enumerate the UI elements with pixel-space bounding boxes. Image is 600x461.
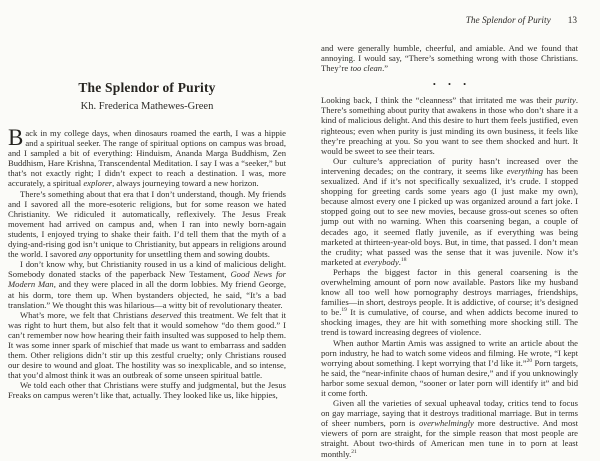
text-run: more destructive. And most viewers of porn are straight, for the simple reason that most people are straight. About two-thirds of American men tune in to porn at least monthly. [321,418,578,459]
emphasis-text: everything [506,165,544,176]
emphasis-text: Good News for Modern Man [8,269,286,290]
text-run: Perhaps the biggest factor in this general coarsening is the overwhelming amount of porn now available. Pastors like my husband know all too well how pornography destroys marriages, friendships, families—in short, destroys people. It is addictive, of course; it’s designed to be. [321,266,578,318]
paragraph [321,95,578,156]
text-run: Given all the varieties of sexual upheaval today, critics tend to focus on gay marriage, saying that it destroys traditional marriage. But in terms of sheer numbers, porn is [321,398,578,429]
paragraph [8,125,286,189]
emphasis-text: purity [555,95,576,106]
author-byline: Kh. Frederica Mathewes-Green [80,101,214,112]
text-run: It is cumulative, of course, and when addicts become inured to shocking images, they are hit with something more shocking still. The trend is toward increasing degrees of violence. [321,307,578,338]
emphasis-text: deserved [150,309,182,320]
footnote-ref: 19 [341,307,347,314]
running-header [321,16,578,26]
footnote-ref: 20 [526,357,533,364]
emphasis-text: explorer [83,178,113,189]
text-run: opportunity for unsettling them and sowing doubts. [91,249,270,260]
right-page-text-bottom [321,95,578,458]
right-page [321,16,578,459]
text-run: There’s something about that era that I don’t understand, though. My friends and I savored all the more-esoteric religions, but for some reason we hated Christianity. We ridiculed it automatically, reflexively. The Jesus Freak movement had arrived on campus and, when I ran into newly born-again students, I enjoyed trying to shake their faith. I’d tell them that the myth of a dying-and-rising god isn’t unique to Christianity, but appears in religions around the world. I savored [8,188,286,260]
text-run: .” [382,63,389,74]
emphasis-text: any [78,249,92,260]
paragraph [321,156,578,267]
text-run: Porn targets, he said, the “near-infinite chaos of human desire,” and if you unknowingly harbor some sexual demon, “sooner or later porn will identify it” and bid it come forth. [321,357,578,398]
section-divider: • • • [432,79,472,90]
left-page-text [8,125,286,401]
text-run: ack in my college days, when dinosaurs roamed the earth, I was a hippie and a spiritual seeker. The range of spiritual options on campus was broad, and I sampled a bit of everything: Hinduism, Ananda Marga Buddhism, Zen Buddhism, Hare Krishna, Transcendental Meditation. I say I was a “seeker,” but that’s not exactly right; I didn’t expect to reach a destination. I was, more accurately, a spiritual [8,128,286,189]
paragraph [8,380,286,400]
text-run: , always journeying toward a new horizon. [112,178,259,189]
page-number: 13 [567,16,577,26]
text-run: has been sexualized. And if it’s not specifically sexualized, it’s crude. I stopped shopping for greeting cards some years ago (I just make my own), because almost every one I picked up was organized around a fart joke. I stopped going out to see new movies, because gross-out scenes so often jump out with no warning. When this coarsening began, a couple of decades ago, it seemed flatly juvenile, as if everything was being marketed at thirteen-year-old boys. But, in time, that passed. I don’t mean the crudity; what passed was the sense that it was juvenile. Now it’s marketed at [321,165,578,267]
text-run: We told each other that Christians were stuffy and judgmental, but the Jesus Freaks on campus weren’t like that, actually. They looked like us, like hippies, [8,380,286,401]
paragraph [8,310,286,381]
text-run: Our culture’s appreciation of purity hasn’t increased over the intervening decades; on the contrary, it seems like [321,155,578,176]
drop-cap: B [8,125,24,150]
text-run: Looking back, I think the “cleanness” that irritated me was their [321,95,556,106]
left-page [8,80,286,401]
text-run: and were generally humble, cheerful, and amiable. And we found that annoying. I would say, “There’s something wrong with those Christians. They’re [321,43,578,74]
emphasis-text: overwhelmingly [418,418,474,429]
emphasis-text: everybody [363,256,399,267]
footnote-ref: 18 [400,256,407,263]
text-run: this treatment. We felt that it was right to hurt them, but also felt that it would somehow “do them good.” I can’t remember now how hearing their faith insulted was supposed to help them. It was some inner spark of mischief that made us want to embarrass and sadden them. Other religions didn’t stir up this zestful cruelty; only Christians roused our desire to wound and gloat. The hostility was so inexplicable, and so intense, that you’d almost think it was an outbreak of some unseen spiritual battle. [8,309,286,381]
text-run: . [398,256,401,267]
chapter-title: The Splendor of Purity [78,80,216,95]
text-run: I don’t know why, but Christianity roused in us a kind of malicious delight. Somebody donated stacks of the paperback New Testament, [8,259,286,280]
text-run: When author Martin Amis was assigned to write an article about the porn industry, he had to watch some videos and filming. He wrote, “I kept worrying about something. I kept worrying that I’d like it.” [321,337,578,368]
paragraph [321,338,578,399]
paragraph [321,267,578,338]
footnote-ref: 21 [351,448,357,455]
paragraph [321,398,578,459]
text-run: . There’s something about purity that awakens in those who don’t share it a kind of malicious delight. And this desire to hurt them feels justified, even righteous; even when purity is just minding its own business, it feels like they’re preaching at you. So you want to see them shocked and hurt. It would be sweet to see their tears. [321,95,578,156]
running-header-title: The Splendor of Purity [465,16,551,26]
right-page-text-top [321,43,578,73]
paragraph [8,259,286,309]
paragraph [321,43,578,73]
text-run: What’s more, we felt that Christians [20,309,151,320]
emphasis-text: too clean [350,63,383,74]
text-run: , and they were placed in all the dorm lobbies. My friend George, at his dorm, tore them up. When bystanders objected, he said, “It’s a bad translation.” We thought this was hilarious—a witty bit of revolutionary theater. [8,279,286,310]
paragraph [8,189,286,260]
